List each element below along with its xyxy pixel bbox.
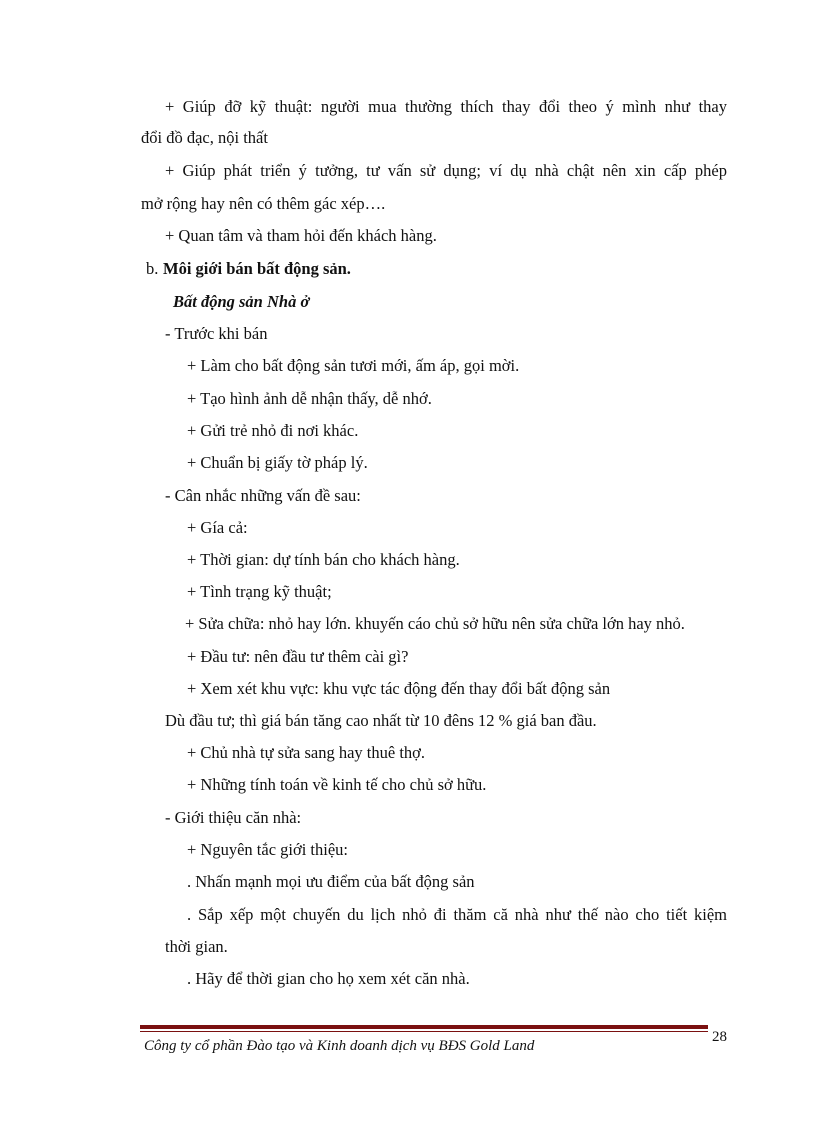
paragraph-line: thời gian. <box>165 937 228 956</box>
list-item: + Những tính toán về kinh tế cho chủ sở hữu. <box>187 775 487 794</box>
list-item: + Tình trạng kỹ thuật; <box>187 582 332 601</box>
list-item: + Làm cho bất động sản tươi mới, ấm áp, gọi mời. <box>187 356 520 375</box>
list-item: - Trước khi bán <box>165 324 268 343</box>
list-item: + Tạo hình ảnh dễ nhận thấy, dễ nhớ. <box>187 389 432 408</box>
page-number: 28 <box>712 1029 727 1045</box>
list-item: + Nguyên tắc giới thiệu: <box>187 840 348 859</box>
paragraph-line: đổi đồ đạc, nội thất <box>141 128 268 147</box>
section-marker: b. <box>146 259 159 278</box>
list-item: - Giới thiệu căn nhà: <box>165 808 302 827</box>
list-item: + Chủ nhà tự sửa sang hay thuê thợ. <box>187 743 426 762</box>
subsection-heading: Bất động sản Nhà ở <box>173 292 310 311</box>
list-item: + Sửa chữa: nhỏ hay lớn. khuyến cáo chủ sở hữu nên sửa chữa lớn hay nhỏ. <box>185 614 685 633</box>
list-item: - Cân nhắc những vấn đề sau: <box>165 486 361 505</box>
paragraph-line: mở rộng hay nên có thêm gác xép…. <box>141 194 386 213</box>
list-item: + Chuẩn bị giấy tờ pháp lý. <box>187 453 368 472</box>
list-item: + Thời gian: dự tính bán cho khách hàng. <box>187 550 460 569</box>
paragraph-line: + Quan tâm và tham hỏi đến khách hàng. <box>165 226 437 245</box>
footer-company-name: Công ty cổ phần Đào tạo và Kinh doanh dịch vụ BĐS Gold Land <box>144 1038 535 1054</box>
footer-divider-thin <box>140 1031 708 1032</box>
list-item: + Gía cả: <box>187 518 248 537</box>
footer-divider <box>140 1025 708 1029</box>
list-item: + Xem xét khu vực: khu vực tác động đến thay đổi bất động sản <box>187 679 611 698</box>
list-item: + Gửi trẻ nhỏ đi nơi khác. <box>187 421 359 440</box>
paragraph-line: + Giúp đỡ kỹ thuật: người mua thường thích thay đổi theo ý mình như thay <box>165 97 727 116</box>
section-heading: Môi giới bán bất động sản. <box>163 259 351 278</box>
paragraph-line: Dù đầu tư; thì giá bán tăng cao nhất từ 10 đêns 12 % giá ban đầu. <box>165 711 597 730</box>
list-item: . Nhấn mạnh mọi ưu điểm của bất động sản <box>187 872 475 891</box>
list-item: + Đầu tư: nên đầu tư thêm cài gì? <box>187 647 409 666</box>
list-item: . Sắp xếp một chuyến du lịch nhỏ đi thăm că nhà như thế nào cho tiết kiệm <box>187 905 727 924</box>
list-item: . Hãy để thời gian cho họ xem xét căn nhà. <box>187 969 470 988</box>
paragraph-line: + Giúp phát triển ý tưởng, tư vấn sử dụng; ví dụ nhà chật nên xin cấp phép <box>165 161 727 180</box>
